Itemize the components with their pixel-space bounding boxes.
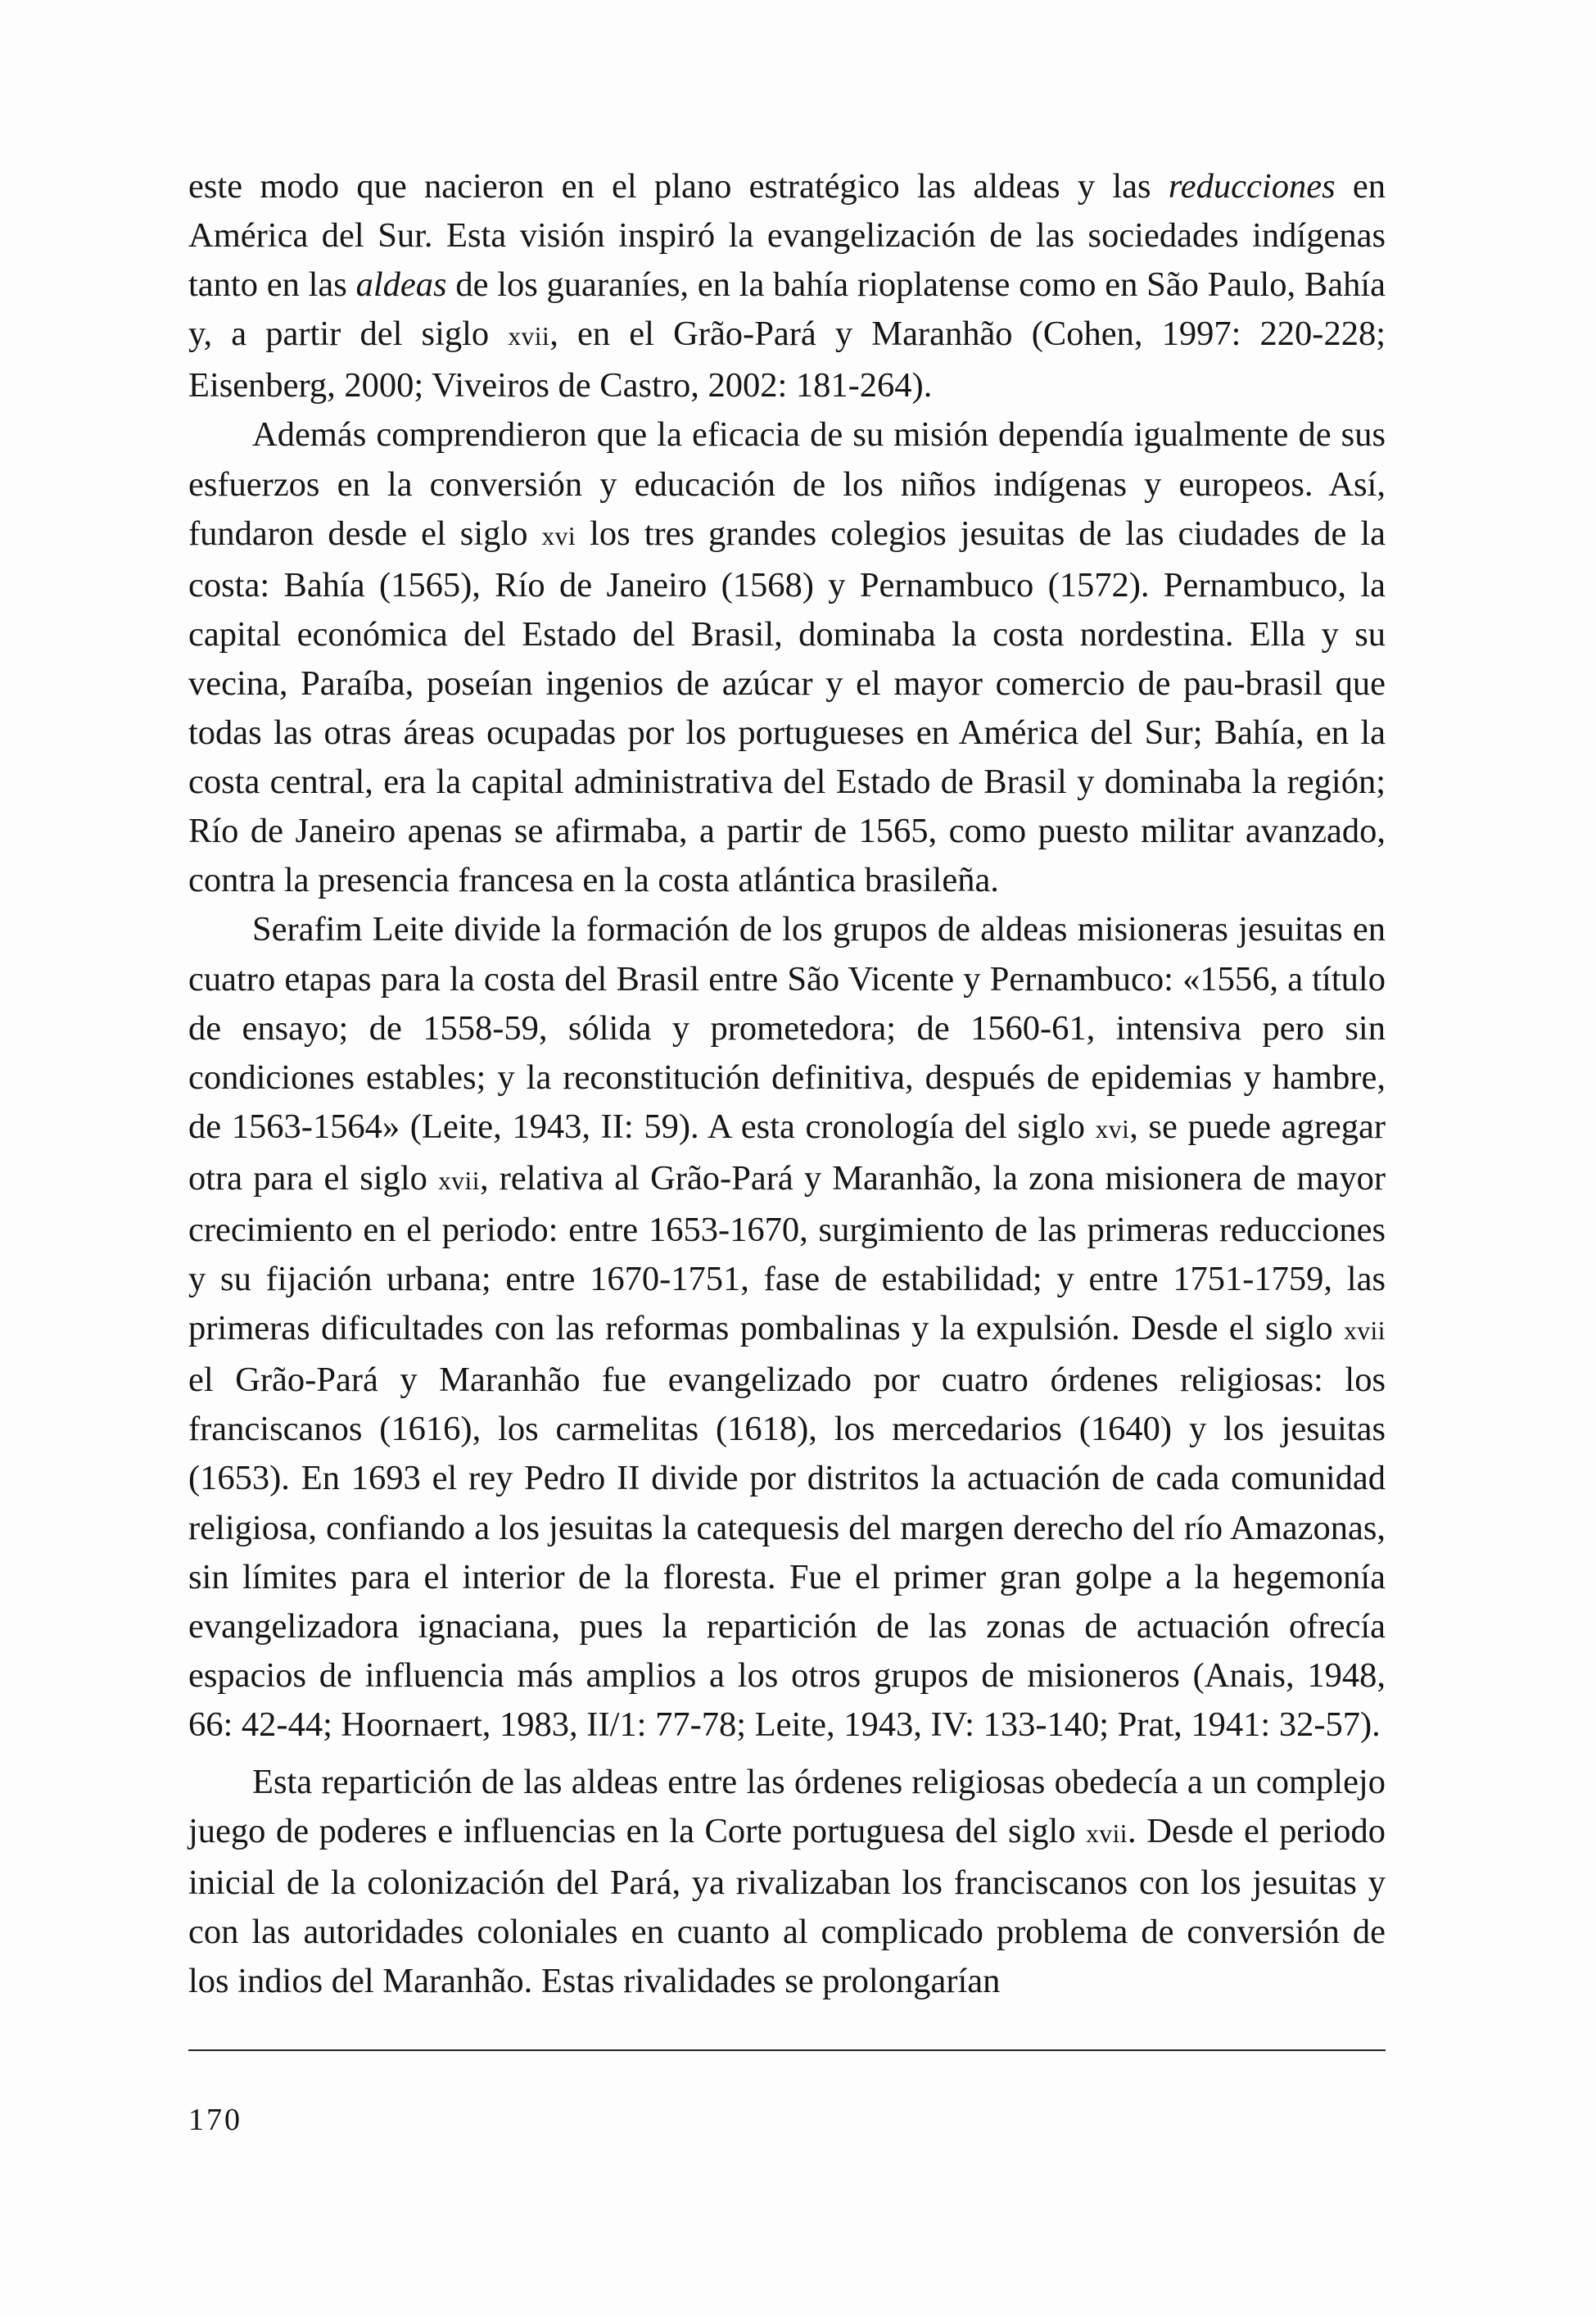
century-numeral: xvii	[438, 1166, 480, 1195]
paragraph-4	[188, 1758, 1386, 2006]
text-run: Además comprendieron que la eficacia de su misión dependía igualmente de sus esfuerzos en la conversión y educación de los niños indígenas y europeos. Así, fundaron desde el siglo	[188, 415, 1386, 553]
italic-term-aldeas: aldeas	[355, 265, 447, 305]
text-run: en América del Sur. Esta visión inspiró la evangelización de las sociedades indígenas tanto en las	[188, 167, 1386, 305]
century-numeral: xvii	[1344, 1316, 1386, 1346]
footer-rule	[188, 2049, 1386, 2051]
paragraph-2	[188, 410, 1386, 905]
century-numeral: xvii	[508, 322, 550, 351]
page-number: 170	[188, 2103, 242, 2137]
text-run: Serafim Leite divide la formación de los grupos de aldeas misioneras jesuitas en cuatro etapas para la costa del Brasil entre São Vicente y Pernambuco: «1556, a título de ensayo; de 1558-59, sólida y prometedora; de 1560-61, intensiva pero sin condiciones estables; y la reconstitución definitiva, después de epidemias y hambre, de 1563-1564» (Leite, 1943, II: 59). A esta cronología del siglo	[188, 910, 1386, 1146]
text-run: los tres grandes colegios jesuitas de las ciudades de la costa: Bahía (1565), Río de Janeiro (1568) y Pernambuco (1572). Pernambuco, la capital económica del Estado del Brasil, dominaba la costa nordestina. Ella y su vecina, Paraíba, poseían ingenios de azúcar y el mayor comercio de pau-brasil que todas las otras áreas ocupadas por los portugueses en América del Sur; Bahía, en la costa central, era la capital administrativa del Estado de Brasil y dominaba la región; Río de Janeiro apenas se afirmaba, a partir de 1565, como puesto militar avanzado, contra la presencia francesa en la costa atlántica brasileña.	[188, 514, 1386, 900]
italic-term-reducciones: reducciones	[1168, 167, 1336, 206]
text-run: , en el Grão-Pará y Maranhão (Cohen, 1997: 220-228; Eisenberg, 2000; Viveiros de Castro, 2002: 181-264).	[188, 315, 1386, 405]
body-text	[188, 162, 1386, 2006]
century-numeral: xvi	[541, 521, 576, 550]
text-run: , relativa al Grão-Pará y Maranhão, la zona misionera de mayor crecimiento en el periodo: entre 1653-1670, surgimiento de las primeras reducciones y su fijación urbana; entre 1670-1751, fase de estabilidad; y entre 1751-1759, las primeras dificultades con las reformas pombalinas y la expulsión. Desde el siglo	[188, 1158, 1386, 1348]
century-numeral: xvi	[1095, 1114, 1130, 1143]
text-run: , se puede agregar otra para el siglo	[188, 1107, 1386, 1198]
text-run: . Desde el periodo inicial de la colonización del Pará, ya rivalizaban los franciscanos con los jesuitas y con las autoridades coloniales en cuanto al complicado problema de conversión de los indios del Maranhão. Estas rivalidades se prolongarían	[188, 1812, 1386, 2001]
text-run: este modo que nacieron en el plano estratégico las aldeas y las	[188, 167, 1169, 206]
text-run: de los guaraníes, en la bahía rioplatense como en São Paulo, Bahía y, a partir del siglo	[188, 265, 1386, 354]
paragraph-1	[188, 162, 1386, 410]
paragraph-3	[188, 905, 1386, 1750]
text-run: Esta repartición de las aldeas entre las órdenes religiosas obedecía a un complejo juego de poderes e influencias en la Corte portuguesa del siglo	[188, 1763, 1386, 1851]
text-run: el Grão-Pará y Maranhão fue evangelizado por cuatro órdenes religiosas: los franciscanos (1616), los carmelitas (1618), los mercedarios (1640) y los jesuitas (1653). En 1693 el rey Pedro II divide por distritos la actuación de cada comunidad religiosa, confiando a los jesuitas la catequesis del margen derecho del río Amazonas, sin límites para el interior de la floresta. Fue el primer gran golpe a la hegemonía evangelizadora ignaciana, pues la repartición de las zonas de actuación ofrecía espacios de influencia más amplios a los otros grupos de misioneros (Anais, 1948, 66: 42-44; Hoornaert, 1983, II/1: 77-78; Leite, 1943, IV: 133-140; Prat, 1941: 32-57).	[188, 1361, 1386, 1744]
century-numeral: xvii	[1086, 1819, 1128, 1849]
